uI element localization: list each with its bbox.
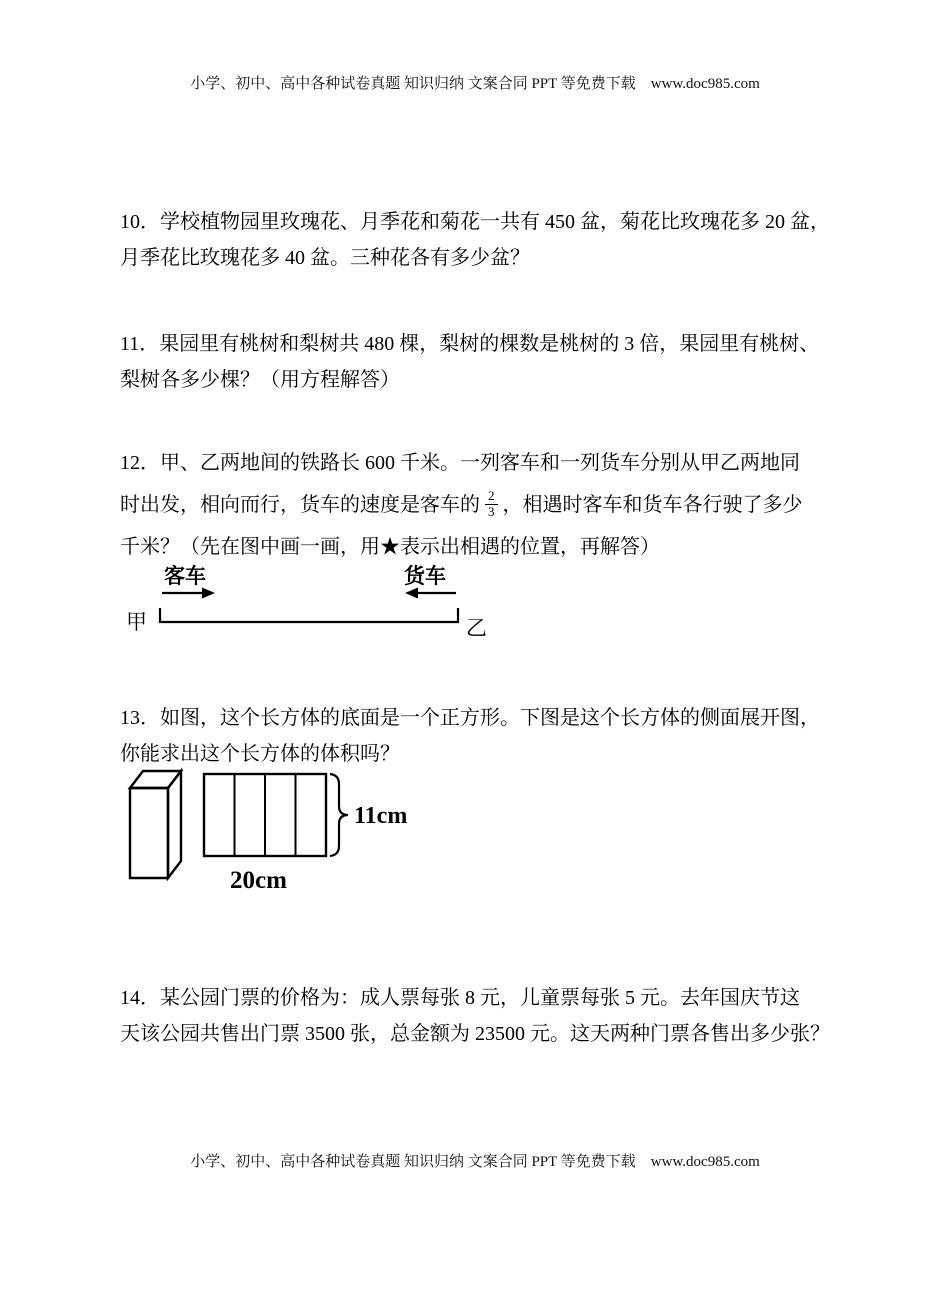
question-13-line1: 13．如图，这个长方体的底面是一个正方形。下图是这个长方体的侧面展开图，	[120, 707, 820, 729]
page-footer-text: 小学、初中、高中各种试卷真题 知识归纳 文案合同 PPT 等免费下载 www.doc985.com	[190, 1154, 760, 1170]
question-10-line2: 月季花比玫瑰花多 40 盆。三种花各有多少盆？	[120, 247, 530, 269]
freight-arrowhead-icon	[405, 588, 418, 599]
cuboid-side-face	[168, 771, 181, 878]
fraction-two-thirds	[485, 489, 498, 520]
freight-train-label: 货车	[404, 564, 446, 588]
start-point-label: 甲	[126, 610, 147, 634]
fraction-numerator: 2	[485, 489, 498, 505]
question-11	[120, 326, 846, 398]
height-dimension-label: 11cm	[354, 803, 408, 829]
question-14-line1: 14．某公园门票的价格为：成人票每张 8 元，儿童票每张 5 元。去年国庆节这	[120, 987, 800, 1009]
passenger-arrowhead-icon	[202, 588, 215, 599]
question-13-line2: 你能求出这个长方体的体积吗？	[120, 743, 400, 765]
train-route-diagram	[118, 558, 528, 648]
question-12-line2-after: ，相遇时客车和货车各行驶了多少	[502, 494, 803, 516]
question-14-line2: 天该公园共售出门票 3500 张，总金额为 23500 元。这天两种门票各售出多少张？	[120, 1023, 830, 1045]
fraction-denominator: 3	[488, 503, 495, 519]
passenger-train-label: 客车	[164, 564, 206, 588]
question-12	[120, 442, 846, 568]
question-12-line2-before: 时出发，相向而行，货车的速度是客车的	[120, 494, 480, 516]
height-brace	[330, 774, 348, 856]
question-12-line3: 千米？（先在图中画一画，用★表示出相遇的位置，再解答）	[120, 536, 660, 558]
question-12-line1: 12．甲、乙两地间的铁路长 600 千米。一列客车和一列货车分别从甲乙两地同	[120, 452, 800, 474]
question-10-line1: 10．学校植物园里玫瑰花、月季花和菊花一共有 450 盆，菊花比玫瑰花多 20 盆，	[120, 211, 830, 233]
question-12-line2	[120, 484, 846, 526]
question-11-line2: 梨树各多少棵？（用方程解答）	[120, 369, 400, 391]
cuboid-diagram	[122, 760, 462, 900]
width-dimension-label: 20cm	[230, 867, 287, 894]
question-14	[120, 980, 846, 1052]
route-line	[160, 608, 458, 622]
question-10	[120, 204, 846, 276]
end-point-label: 乙	[466, 616, 487, 640]
cuboid-front-face	[130, 788, 168, 878]
page-header-text: 小学、初中、高中各种试卷真题 知识归纳 文案合同 PPT 等免费下载 www.doc985.com	[190, 76, 760, 92]
question-11-line1: 11．果园里有桃树和梨树共 480 棵，梨树的棵数是桃树的 3 倍，果园里有桃树、	[120, 333, 820, 355]
